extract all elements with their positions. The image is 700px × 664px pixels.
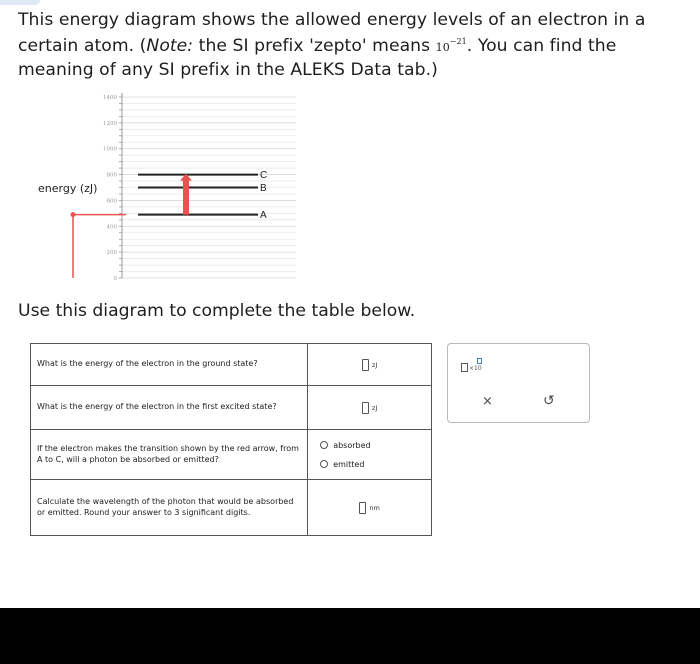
absorb-emit-question: If the electron makes the transition shown by the red arrow, from A to C, will a photon be absorbed or emitted? (31, 430, 308, 480)
clear-button[interactable]: × (482, 394, 493, 409)
question-part1: This energy diagram shows the allowed energy levels of an electron in a certain atom. ( (18, 10, 646, 56)
absorbed-option[interactable] (320, 436, 431, 455)
absorbed-label: absorbed (333, 440, 371, 450)
unit-label: zJ (371, 403, 378, 412)
table-row (31, 386, 432, 430)
question-part3: . You can find the meaning of any SI prefix in the ALEKS Data tab.) (18, 36, 617, 80)
tick-label: 800 (106, 172, 117, 179)
answer-toolbox (447, 343, 590, 423)
tick-label: 400 (106, 224, 117, 231)
tick-label: 0 (113, 276, 117, 282)
ground-state-answer-cell (308, 344, 432, 386)
absorbed-radio[interactable] (320, 441, 328, 449)
energy-axis-label: energy (zJ) (38, 182, 98, 195)
first-excited-answer-cell (308, 386, 432, 430)
ground-state-input[interactable] (362, 359, 369, 371)
sci-x10-label: ×10 (469, 365, 482, 372)
instruction-text: Use this diagram to complete the table below. (18, 301, 416, 321)
wavelength-input[interactable] (359, 502, 366, 514)
level-label-B: B (260, 183, 267, 194)
sci-base-box (461, 363, 468, 372)
answer-table (30, 343, 432, 536)
absorb-emit-answer-cell (308, 430, 432, 480)
zepto-exponent (435, 37, 467, 54)
exponent-base: 10 (435, 41, 450, 54)
emitted-radio[interactable] (320, 460, 328, 468)
undo-button[interactable]: ↺ (543, 393, 555, 409)
tick-label: 1000 (103, 146, 117, 153)
table-row (31, 344, 432, 386)
table-row (31, 480, 432, 536)
emitted-label: emitted (333, 459, 365, 469)
emitted-option[interactable] (320, 455, 431, 474)
first-excited-question: What is the energy of the electron in the first excited state? (31, 386, 308, 430)
first-excited-input[interactable] (362, 402, 369, 414)
tick-label: 200 (106, 250, 117, 257)
unit-label: nm (369, 503, 380, 512)
ground-state-question: What is the energy of the electron in the ground state? (31, 344, 308, 386)
level-label-C: C (260, 170, 268, 182)
question-part2: the SI prefix 'zepto' means (193, 36, 436, 56)
scientific-notation-button[interactable] (458, 358, 492, 374)
exponent-power: −21 (449, 37, 467, 46)
tick-label: 600 (106, 198, 117, 205)
tick-label: 1400 (103, 95, 117, 101)
tick-label: 1200 (103, 120, 117, 127)
top-tab-indicator (0, 0, 40, 5)
transition-arrow-shaft (183, 179, 189, 215)
level-label-A: A (260, 210, 267, 222)
bottom-black-bar (0, 608, 700, 664)
sci-exponent-box (477, 358, 482, 364)
ground-marker-dot (71, 212, 76, 217)
energy-diagram (30, 85, 310, 290)
unit-label: zJ (371, 360, 378, 369)
wavelength-answer-cell (308, 480, 432, 536)
wavelength-question: Calculate the wavelength of the photon that would be absorbed or emitted. Round your answer to 3 significant digits. (31, 480, 308, 536)
note-label: Note: (146, 36, 194, 56)
table-row (31, 430, 432, 480)
question-text (18, 9, 688, 81)
